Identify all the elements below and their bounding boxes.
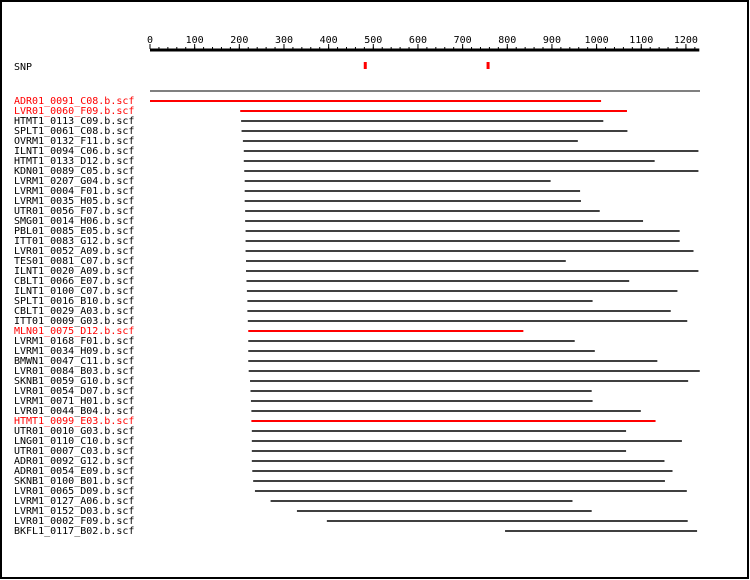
read-name[interactable]: ADR01_0092_G12.b.scf [14, 456, 135, 467]
axis-tick-label: 600 [408, 35, 427, 46]
read-name[interactable]: LVRM1_0127_A06.b.scf [14, 496, 135, 507]
axis-tick-label: 400 [319, 35, 338, 46]
read-name[interactable]: ADR01_0054_E09.b.scf [14, 466, 135, 477]
snp-label: SNP [14, 62, 33, 73]
read-name[interactable]: LVR01_0002_F09.b.scf [14, 516, 135, 527]
axis-tick-label: 1000 [584, 35, 609, 46]
read-name[interactable]: BMWN1_0047_C11.b.scf [14, 356, 135, 367]
axis-tick-label: 0 [146, 35, 154, 46]
read-name[interactable]: CBLT1_0029_A03.b.scf [14, 306, 135, 317]
axis-tick-label: 1200 [673, 35, 698, 46]
read-name[interactable]: LVRM1_0207_G04.b.scf [14, 176, 135, 187]
read-name[interactable]: LVR01_0044_B04.b.scf [14, 406, 135, 417]
read-name[interactable]: ILNT1_0020_A09.b.scf [14, 266, 135, 277]
read-name[interactable]: LVR01_0065_D09.b.scf [14, 486, 135, 497]
axis-tick-label: 800 [498, 35, 517, 46]
snp-marker [364, 62, 367, 69]
read-name[interactable]: HTMT1_0099_E03.b.scf [14, 416, 135, 427]
read-name[interactable]: LVRM1_0168_F01.b.scf [14, 336, 135, 347]
read-name[interactable]: LVR01_0060_F09.b.scf [14, 106, 135, 117]
read-name[interactable]: SKNB1_0059_G10.b.scf [14, 376, 135, 387]
read-name[interactable]: LVRM1_0152_D03.b.scf [14, 506, 135, 517]
read-name[interactable]: LVR01_0052_A09.b.scf [14, 246, 135, 257]
read-name[interactable]: UTR01_0010_G03.b.scf [14, 426, 135, 437]
read-name[interactable]: CBLT1_0066_E07.b.scf [14, 276, 135, 287]
axis-tick-label: 100 [185, 35, 204, 46]
read-name[interactable]: BKFL1_0117_B02.b.scf [14, 526, 135, 537]
read-name[interactable]: SKNB1_0100_B01.b.scf [14, 476, 135, 487]
read-name[interactable]: HTMT1_0133_D12.b.scf [14, 156, 135, 167]
read-name[interactable]: ILNT1_0094_C06.b.scf [14, 146, 135, 157]
axis-tick-label: 200 [230, 35, 249, 46]
read-name[interactable]: LVR01_0054_D07.b.scf [14, 386, 135, 397]
read-name[interactable]: ITT01_0009_G03.b.scf [14, 316, 135, 327]
read-name[interactable]: SMG01_0014_H06.b.scf [14, 216, 135, 227]
read-name[interactable]: ADR01_0091_C08.b.scf [14, 96, 135, 107]
read-name[interactable]: LNG01_0110_C10.b.scf [14, 436, 135, 447]
axis-tick-label: 1100 [629, 35, 654, 46]
read-name[interactable]: HTMT1_0113_C09.b.scf [14, 116, 135, 127]
read-name[interactable]: LVRM1_0034_H09.b.scf [14, 346, 135, 357]
read-name[interactable]: PBL01_0085_E05.b.scf [14, 226, 135, 237]
read-name[interactable]: UTR01_0056_F07.b.scf [14, 206, 135, 217]
axis-tick-label: 700 [453, 35, 472, 46]
read-name[interactable]: ITT01_0083_G12.b.scf [14, 236, 135, 247]
read-name[interactable]: OVRM1_0132_F11.b.scf [14, 136, 135, 147]
read-name[interactable]: TES01_0081_C07.b.scf [14, 256, 135, 267]
read-name[interactable]: ILNT1_0100_C07.b.scf [14, 286, 135, 297]
read-name[interactable]: MLN01_0075_D12.b.scf [14, 326, 135, 337]
read-name[interactable]: KDN01_0089_C05.b.scf [14, 166, 135, 177]
read-name[interactable]: LVR01_0084_B03.b.scf [14, 366, 135, 377]
read-name[interactable]: LVRM1_0004_F01.b.scf [14, 186, 135, 197]
axis-tick-label: 500 [364, 35, 383, 46]
snp-marker [487, 62, 490, 69]
axis-tick-label: 300 [274, 35, 294, 46]
axis-tick-label: 900 [542, 35, 561, 46]
read-name[interactable]: UTR01_0007_C03.b.scf [14, 446, 135, 457]
read-name[interactable]: LVRM1_0071_H01.b.scf [14, 396, 135, 407]
read-name[interactable]: SPLT1_0016_B10.b.scf [14, 296, 135, 307]
read-name[interactable]: SPLT1_0061_C08.b.scf [14, 126, 135, 137]
read-name[interactable]: LVRM1_0035_H05.b.scf [14, 196, 135, 207]
